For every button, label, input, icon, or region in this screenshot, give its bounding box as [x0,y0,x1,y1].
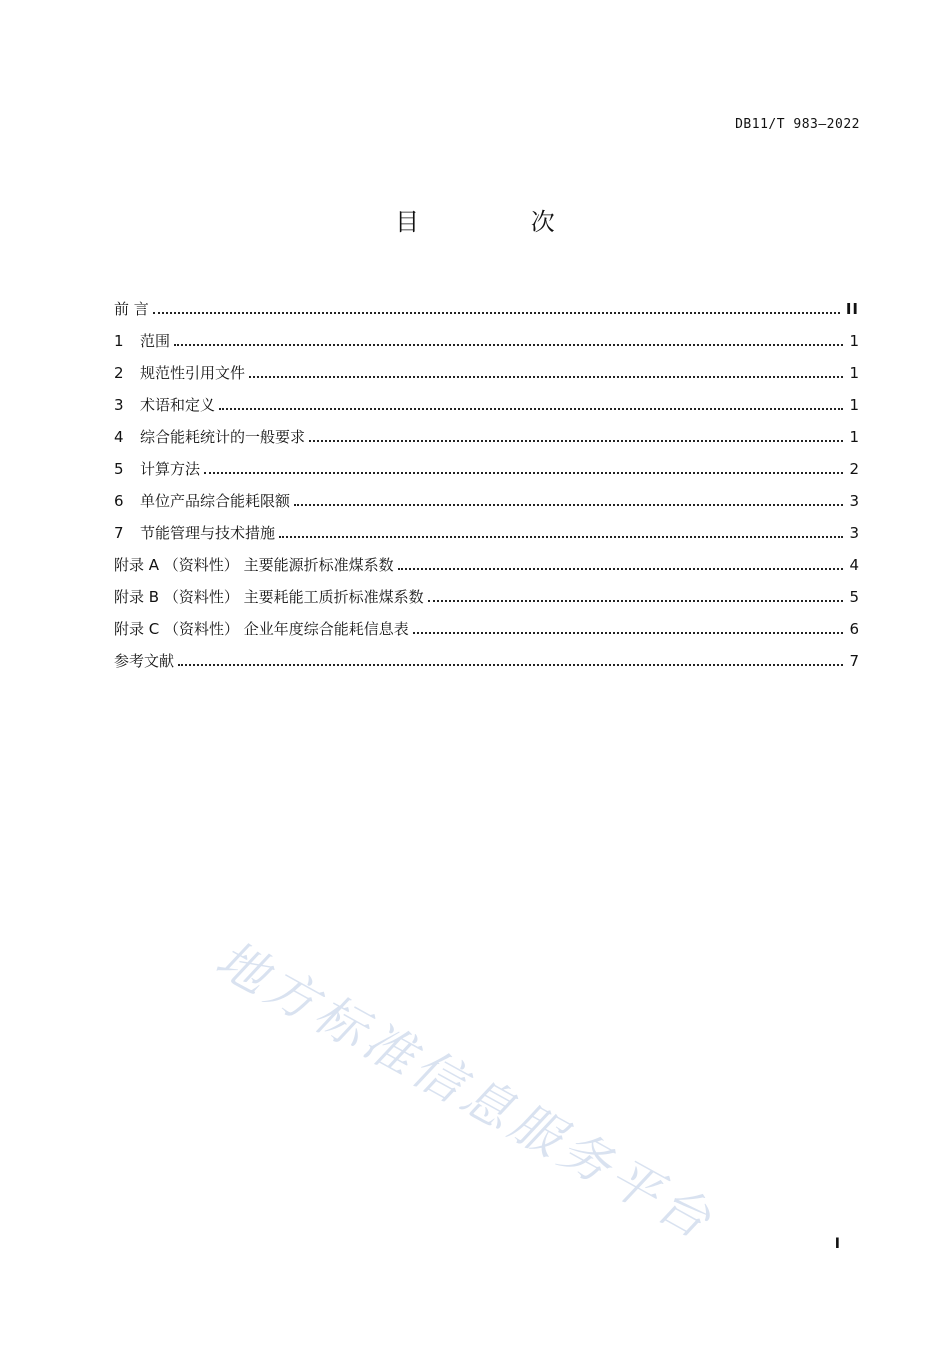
toc-entry-page: 3 [849,492,859,510]
dot-leader [398,568,843,570]
toc-entry-number: 5 [114,460,124,478]
toc-entry-page: 1 [849,428,859,446]
dot-leader [279,536,843,538]
toc-entry-general-requirements[interactable] [114,416,859,448]
toc-entry-appendix-c[interactable] [114,608,859,640]
toc-entry-foreword[interactable] [114,288,859,320]
dot-leader [204,472,843,474]
toc-entry-page: 7 [849,652,859,670]
toc-entry-calculation-method[interactable] [114,448,859,480]
dot-leader [413,632,843,634]
toc-title: 目 次 [395,208,607,236]
toc-entry-number: 2 [114,364,124,382]
dot-leader [178,664,843,666]
toc-entry-scope[interactable] [114,320,859,352]
toc-entry-label: 节能管理与技术措施 [140,524,276,542]
toc-entry-page: 6 [849,620,859,638]
dot-leader [428,600,843,602]
toc-entry-consumption-quota[interactable] [114,480,859,512]
toc-entry-number: 3 [114,396,124,414]
dot-leader [153,312,840,314]
toc-entry-number: 1 [114,332,124,350]
dot-leader [249,376,843,378]
toc-entry-appendix-b[interactable] [114,576,859,608]
toc-entry-page: 4 [849,556,859,574]
page-number: I [834,1236,840,1252]
toc-entry-label: 范围 [140,332,171,350]
toc-entry-page: 1 [849,364,859,382]
toc-entry-page: 1 [849,332,859,350]
toc-entry-label: 附录 C （资料性） 企业年度综合能耗信息表 [114,620,409,638]
toc-entry-page: II [845,300,859,318]
toc-entry-number: 7 [114,524,124,542]
toc-entry-normative-references[interactable] [114,352,859,384]
toc-entry-page: 5 [849,588,859,606]
toc-entry-label: 计算方法 [140,460,201,478]
toc-entry-label: 前 言 [114,300,149,318]
toc-entry-page: 2 [849,460,859,478]
toc-entry-bibliography[interactable] [114,640,859,672]
table-of-contents [114,288,859,672]
toc-entry-label: 综合能耗统计的一般要求 [140,428,306,446]
dot-leader [219,408,843,410]
dot-leader [294,504,843,506]
toc-entry-label: 单位产品综合能耗限额 [140,492,291,510]
watermark-text: 地方标准信息服务平台 [206,929,725,1252]
toc-entry-number: 6 [114,492,124,510]
toc-entry-label: 附录 A （资料性） 主要能源折标准煤系数 [114,556,394,574]
toc-entry-page: 1 [849,396,859,414]
toc-entry-energy-management[interactable] [114,512,859,544]
toc-entry-label: 术语和定义 [140,396,216,414]
toc-entry-label: 参考文献 [114,652,175,670]
toc-entry-number: 4 [114,428,124,446]
document-code: DB11/T 983—2022 [735,117,860,132]
toc-entry-label: 规范性引用文件 [140,364,246,382]
dot-leader [309,440,843,442]
toc-entry-terms-definitions[interactable] [114,384,859,416]
toc-entry-appendix-a[interactable] [114,544,859,576]
toc-entry-page: 3 [849,524,859,542]
dot-leader [174,344,843,346]
toc-entry-label: 附录 B （资料性） 主要耗能工质折标准煤系数 [114,588,424,606]
